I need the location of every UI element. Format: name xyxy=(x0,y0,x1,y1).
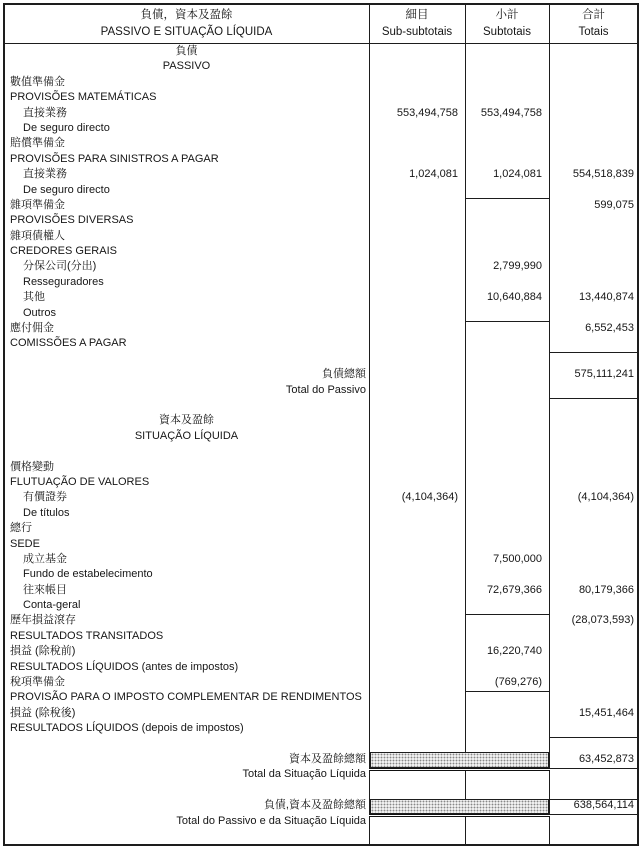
cell-sub-subtotal xyxy=(369,259,465,274)
cell-rule xyxy=(549,398,638,399)
entry-line-zh xyxy=(4,75,638,90)
header-col2-pt: Subtotais xyxy=(483,25,531,38)
entry-line-zh xyxy=(4,552,638,567)
entry-line-zh xyxy=(4,460,638,475)
row-label-zh: 負債總額 xyxy=(322,368,366,381)
row-label-pt: SEDE xyxy=(10,537,40,550)
row-label-zh: 總行 xyxy=(10,522,32,535)
cell-total xyxy=(549,259,638,274)
entry-line-pt xyxy=(4,121,638,136)
cell-sub-subtotal xyxy=(369,675,465,690)
entry-line-zh xyxy=(4,583,638,598)
header-col3-zh: 合計 xyxy=(582,8,605,21)
row-label-pt: De títulos xyxy=(23,506,70,519)
row-label-zh: 負債,資本及盈餘總額 xyxy=(263,799,366,812)
cell-subtotal: 72,679,366 xyxy=(486,583,542,596)
cell-subtotal xyxy=(465,321,549,336)
entry-line-pt xyxy=(4,90,638,105)
cell-rule xyxy=(549,799,638,800)
cell-subtotal xyxy=(465,136,549,151)
entry-line-pt xyxy=(4,660,638,675)
cell-total: 575,111,241 xyxy=(574,368,634,381)
cell-sub-subtotal: 553,494,758 xyxy=(396,106,458,119)
cell-total xyxy=(549,644,638,659)
cell-subtotal: 7,500,000 xyxy=(493,552,542,565)
cell-total: 638,564,114 xyxy=(573,799,634,812)
double-rule xyxy=(369,768,550,771)
row-label-pt: PROVISÕES MATEMÁTICAS xyxy=(10,91,157,104)
spacer-line xyxy=(4,737,638,752)
hatched-cell xyxy=(370,752,549,767)
entry-line-pt xyxy=(4,152,638,167)
entry-line-zh xyxy=(4,521,638,536)
row-label-zh: 分保公司(分出) xyxy=(23,260,97,273)
header-cell-labels xyxy=(4,4,369,43)
entry-line-pt xyxy=(4,183,638,198)
row-label-zh: 應付佣金 xyxy=(10,322,54,335)
column-divider-sub-subtotals xyxy=(465,4,466,845)
entry-line-pt xyxy=(4,629,638,644)
cell-sub-subtotal xyxy=(369,75,465,90)
row-label-pt: RESULTADOS LÍQUIDOS (depois de impostos) xyxy=(10,722,244,735)
cell-total: 554,518,839 xyxy=(572,168,634,181)
cell-subtotal: 10,640,884 xyxy=(486,291,542,304)
cell-total: 599,075 xyxy=(594,198,634,211)
row-label-pt: PASSIVO xyxy=(162,60,211,73)
row-label-pt: Total do Passivo xyxy=(285,383,366,396)
cell-subtotal xyxy=(465,75,549,90)
cell-total: 15,451,464 xyxy=(578,706,634,719)
entry-line-pt xyxy=(4,429,638,444)
cell-sub-subtotal xyxy=(369,198,465,213)
header-cell-totals xyxy=(549,4,638,43)
cell-total xyxy=(549,75,638,90)
cell-total xyxy=(549,413,638,428)
cell-subtotal xyxy=(465,706,549,721)
header-col3-pt: Totais xyxy=(578,25,609,38)
row-label-pt: Outros xyxy=(23,306,57,319)
entry-line-pt xyxy=(4,721,638,736)
cell-sub-subtotal xyxy=(369,460,465,475)
cell-rule xyxy=(465,691,550,692)
row-label-zh: 雜項準備金 xyxy=(10,198,65,211)
row-label-pt: COMISSÕES A PAGAR xyxy=(10,337,127,350)
cell-subtotal xyxy=(465,613,549,628)
row-label-zh: 雜項債權人 xyxy=(10,229,65,242)
row-label-zh: 直接業務 xyxy=(23,168,67,181)
cell-subtotal: (769,276) xyxy=(494,676,542,689)
cell-subtotal: 553,494,758 xyxy=(480,106,542,119)
cell-sub-subtotal xyxy=(369,413,465,428)
cell-total xyxy=(549,521,638,536)
entry-line-pt xyxy=(4,59,638,74)
row-label-pt: RESULTADOS TRANSITADOS xyxy=(10,629,164,642)
cell-total: 13,440,874 xyxy=(578,291,634,304)
cell-subtotal xyxy=(465,490,549,505)
cell-subtotal xyxy=(465,229,549,244)
cell-total: 80,179,366 xyxy=(578,583,634,596)
row-label-zh: 價格變動 xyxy=(10,460,54,473)
entry-line-pt xyxy=(4,475,638,490)
cell-rule xyxy=(549,768,638,769)
row-label-zh: 有價證券 xyxy=(23,491,67,504)
header-title-zh: 負債，資本及盈餘 xyxy=(140,8,233,21)
cell-sub-subtotal xyxy=(369,706,465,721)
cell-subtotal xyxy=(465,413,549,428)
cell-total: (4,104,364) xyxy=(577,491,634,504)
cell-total: 6,552,453 xyxy=(585,322,634,335)
entry-line-zh xyxy=(4,413,638,428)
spacer-line xyxy=(4,783,638,798)
cell-rule xyxy=(465,198,550,199)
cell-sub-subtotal xyxy=(369,644,465,659)
entry-line-pt xyxy=(4,567,638,582)
entry-line-pt xyxy=(4,537,638,552)
row-label-zh: 負債 xyxy=(175,45,198,57)
header-title-pt: PASSIVO E SITUAÇÃO LÍQUIDA xyxy=(100,25,273,38)
cell-sub-subtotal xyxy=(369,321,465,336)
entry-line-zh xyxy=(4,259,638,274)
cell-rule xyxy=(549,352,638,353)
cell-sub-subtotal: (4,104,364) xyxy=(401,491,458,504)
entry-line-pt xyxy=(4,690,638,705)
row-label-zh: 資本及盈餘總額 xyxy=(289,752,366,765)
cell-total xyxy=(549,460,638,475)
cell-sub-subtotal xyxy=(369,229,465,244)
cell-total xyxy=(549,229,638,244)
entry-line-pt xyxy=(4,598,638,613)
entry-line-zh xyxy=(4,613,638,628)
entry-line-pt xyxy=(4,244,638,259)
cell-rule xyxy=(549,814,638,815)
entry-line-zh xyxy=(4,490,638,505)
cell-rule xyxy=(465,321,550,322)
cell-subtotal xyxy=(465,460,549,475)
double-rule xyxy=(369,814,550,817)
entry-line-pt xyxy=(4,275,638,290)
row-label-pt: PROVISÃO PARA O IMPOSTO COMPLEMENTAR DE RENDIMENTOS xyxy=(10,691,362,704)
row-label-pt: Conta-geral xyxy=(23,599,81,612)
cell-subtotal xyxy=(465,367,549,382)
row-label-zh: 歷年損益滾存 xyxy=(10,614,76,627)
entry-line-zh xyxy=(4,44,638,59)
table-header-row xyxy=(4,4,638,44)
row-label-pt: FLUTUAÇÃO DE VALORES xyxy=(10,475,150,488)
cell-subtotal xyxy=(465,44,549,59)
row-label-pt: PROVISÕES DIVERSAS xyxy=(10,214,134,227)
header-col2-zh: 小計 xyxy=(495,8,519,21)
row-label-pt: Fundo de estabelecimento xyxy=(23,568,153,581)
cell-subtotal: 16,220,740 xyxy=(486,645,542,658)
cell-sub-subtotal xyxy=(369,521,465,536)
spacer-line xyxy=(4,352,638,367)
entry-line-zh xyxy=(4,706,638,721)
row-label-pt: Total do Passivo e da Situação Líquida xyxy=(176,814,366,827)
cell-rule xyxy=(465,614,550,615)
spacer-line xyxy=(4,398,638,413)
entry-line-zh xyxy=(4,229,638,244)
cell-sub-subtotal: 1,024,081 xyxy=(409,168,458,181)
row-label-zh: 損益 (除稅後) xyxy=(10,706,76,719)
row-label-pt: RESULTADOS LÍQUIDOS (antes de impostos) xyxy=(10,660,239,673)
cell-subtotal xyxy=(465,521,549,536)
entry-line-zh xyxy=(4,367,638,382)
header-col1-pt: Sub-subtotais xyxy=(381,25,453,38)
entry-line-zh xyxy=(4,675,638,690)
entry-line-zh xyxy=(4,167,638,182)
entry-line-pt xyxy=(4,383,638,398)
row-label-zh: 賠償準備金 xyxy=(10,137,65,150)
row-label-zh: 損益 (除稅前) xyxy=(10,645,76,658)
cell-sub-subtotal xyxy=(369,136,465,151)
cell-subtotal: 2,799,990 xyxy=(493,260,542,273)
header-cell-subtotals xyxy=(465,4,549,43)
row-label-zh: 往來帳目 xyxy=(23,583,67,596)
column-divider-labels xyxy=(369,4,370,845)
row-label-zh: 資本及盈餘 xyxy=(159,414,214,427)
header-col1-zh: 細目 xyxy=(405,8,429,21)
entry-line-pt xyxy=(4,506,638,521)
row-label-zh: 數值準備金 xyxy=(10,75,65,88)
row-label-pt: SITUAÇÃO LÍQUIDA xyxy=(134,429,239,442)
hatched-cell xyxy=(370,799,549,814)
entry-line-zh xyxy=(4,290,638,305)
cell-sub-subtotal xyxy=(369,367,465,382)
table-body xyxy=(4,44,638,844)
row-label-pt: CREDORES GERAIS xyxy=(10,245,117,258)
row-label-pt: Total da Situação Líquida xyxy=(242,768,366,781)
cell-total xyxy=(549,44,638,59)
entry-line-pt xyxy=(4,306,638,321)
spacer-line xyxy=(4,829,638,844)
cell-sub-subtotal xyxy=(369,44,465,59)
cell-total xyxy=(549,552,638,567)
entry-line-zh xyxy=(4,136,638,151)
row-label-zh: 稅項準備金 xyxy=(10,676,65,689)
entry-line-pt xyxy=(4,213,638,228)
cell-sub-subtotal xyxy=(369,290,465,305)
entry-line-pt xyxy=(4,336,638,351)
entry-line-zh xyxy=(4,198,638,213)
cell-total xyxy=(549,106,638,121)
spacer-line xyxy=(4,444,638,459)
cell-sub-subtotal xyxy=(369,583,465,598)
entry-line-zh xyxy=(4,321,638,336)
cell-rule xyxy=(549,737,638,738)
row-label-zh: 直接業務 xyxy=(23,106,67,119)
column-divider-subtotals xyxy=(549,4,550,845)
cell-total xyxy=(549,675,638,690)
row-label-pt: De seguro directo xyxy=(23,183,110,196)
cell-sub-subtotal xyxy=(369,613,465,628)
header-cell-sub-subtotals xyxy=(369,4,465,43)
row-label-pt: PROVISÕES PARA SINISTROS A PAGAR xyxy=(10,152,219,165)
row-label-pt: Resseguradores xyxy=(23,275,104,288)
cell-total: (28,073,593) xyxy=(571,614,634,627)
entry-line-zh xyxy=(4,106,638,121)
row-label-zh: 成立基金 xyxy=(23,552,67,565)
cell-subtotal: 1,024,081 xyxy=(493,168,542,181)
cell-subtotal xyxy=(465,198,549,213)
cell-total: 63,452,873 xyxy=(578,752,634,765)
cell-total xyxy=(549,136,638,151)
row-label-zh: 其他 xyxy=(23,291,45,304)
row-label-pt: De seguro directo xyxy=(23,121,110,134)
cell-sub-subtotal xyxy=(369,552,465,567)
entry-line-zh xyxy=(4,644,638,659)
